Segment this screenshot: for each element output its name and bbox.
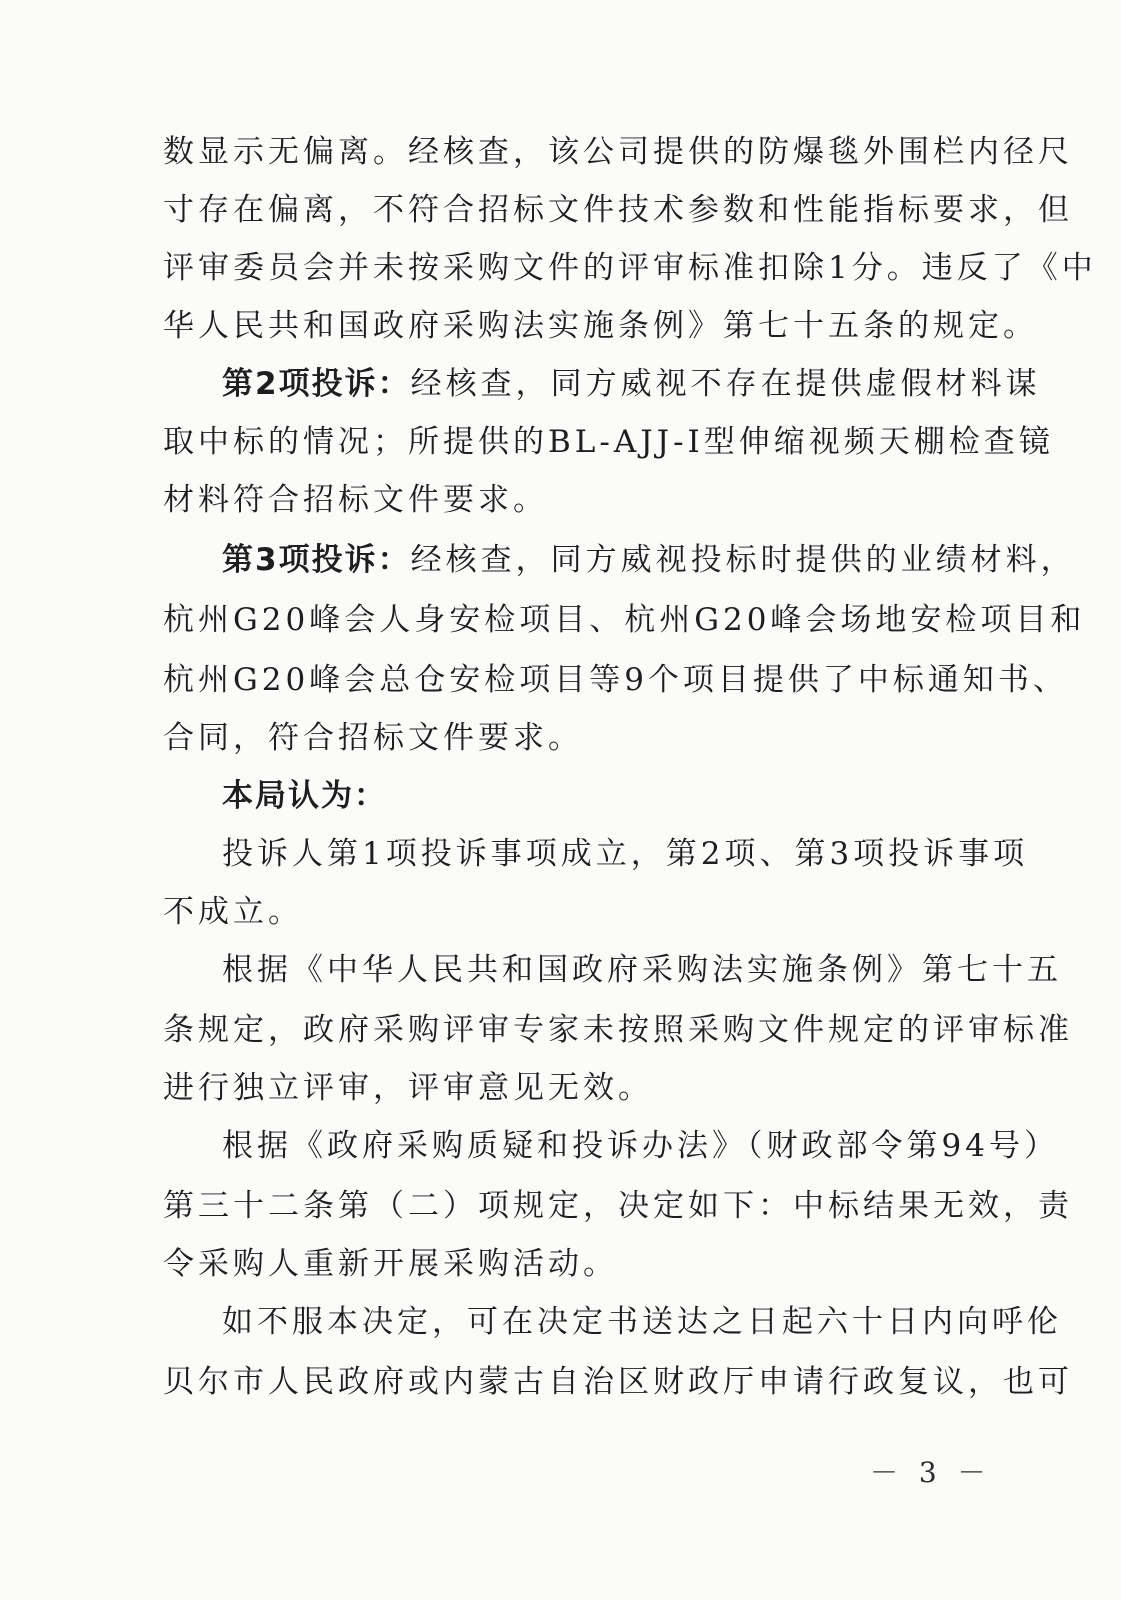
paragraph-line: 进行独立评审，评审意见无效。	[163, 1070, 653, 1106]
section-heading: 本局认为：	[222, 778, 387, 814]
paragraph-line: 杭州G20峰会人身安检项目、杭州G20峰会场地安检项目和	[163, 602, 1086, 638]
complaint-3-text: 经核查，同方威视投标时提供的业绩材料，	[410, 542, 1076, 578]
complaint-2-first-line	[222, 364, 1041, 404]
paragraph-line: 根据《政府采购质疑和投诉办法》（财政部令第94号）	[222, 1128, 1059, 1164]
paragraph-line: 根据《中华人民共和国政府采购法实施条例》第七十五	[222, 952, 1062, 988]
paragraph-line: 条规定，政府采购评审专家未按照采购文件规定的评审标准	[163, 1012, 1073, 1048]
paragraph-line: 如不服本决定，可在决定书送达之日起六十日内向呼伦	[222, 1304, 1062, 1340]
paragraph-line: 取中标的情况；所提供的BL-AJJ-Ⅰ型伸缩视频天棚检查镜	[163, 424, 1054, 460]
complaint-2-text: 经核查，同方威视不存在提供虚假材料谋	[410, 366, 1041, 402]
paragraph-line: 合同，符合招标文件要求。	[163, 720, 583, 756]
page-number: － 3 －	[870, 1456, 992, 1489]
paragraph-line: 第三十二条第（二）项规定，决定如下：中标结果无效，责	[163, 1188, 1073, 1224]
paragraph-line: 材料符合招标文件要求。	[163, 482, 548, 518]
paragraph-line: 寸存在偏离，不符合招标文件技术参数和性能指标要求，但	[163, 192, 1073, 228]
paragraph-line: 评审委员会并未按采购文件的评审标准扣除1分。违反了《中	[163, 250, 1097, 286]
complaint-3-first-line	[222, 540, 1076, 580]
paragraph-line: 华人民共和国政府采购法实施条例》第七十五条的规定。	[163, 308, 1038, 344]
paragraph-line: 贝尔市人民政府或内蒙古自治区财政厅申请行政复议，也可	[163, 1364, 1073, 1400]
paragraph-line: 不成立。	[163, 894, 303, 930]
paragraph-line: 数显示无偏离。经核查，该公司提供的防爆毯外围栏内径尺	[163, 134, 1073, 170]
paragraph-line: 令采购人重新开展采购活动。	[163, 1246, 618, 1282]
paragraph-line: 杭州G20峰会总仓安检项目等9个项目提供了中标通知书、	[163, 662, 1068, 698]
paragraph-line: 投诉人第1项投诉事项成立，第2项、第3项投诉事项	[222, 836, 1029, 872]
complaint-3-label: 第3项投诉：	[222, 542, 411, 578]
complaint-2-label: 第2项投诉：	[222, 366, 411, 402]
